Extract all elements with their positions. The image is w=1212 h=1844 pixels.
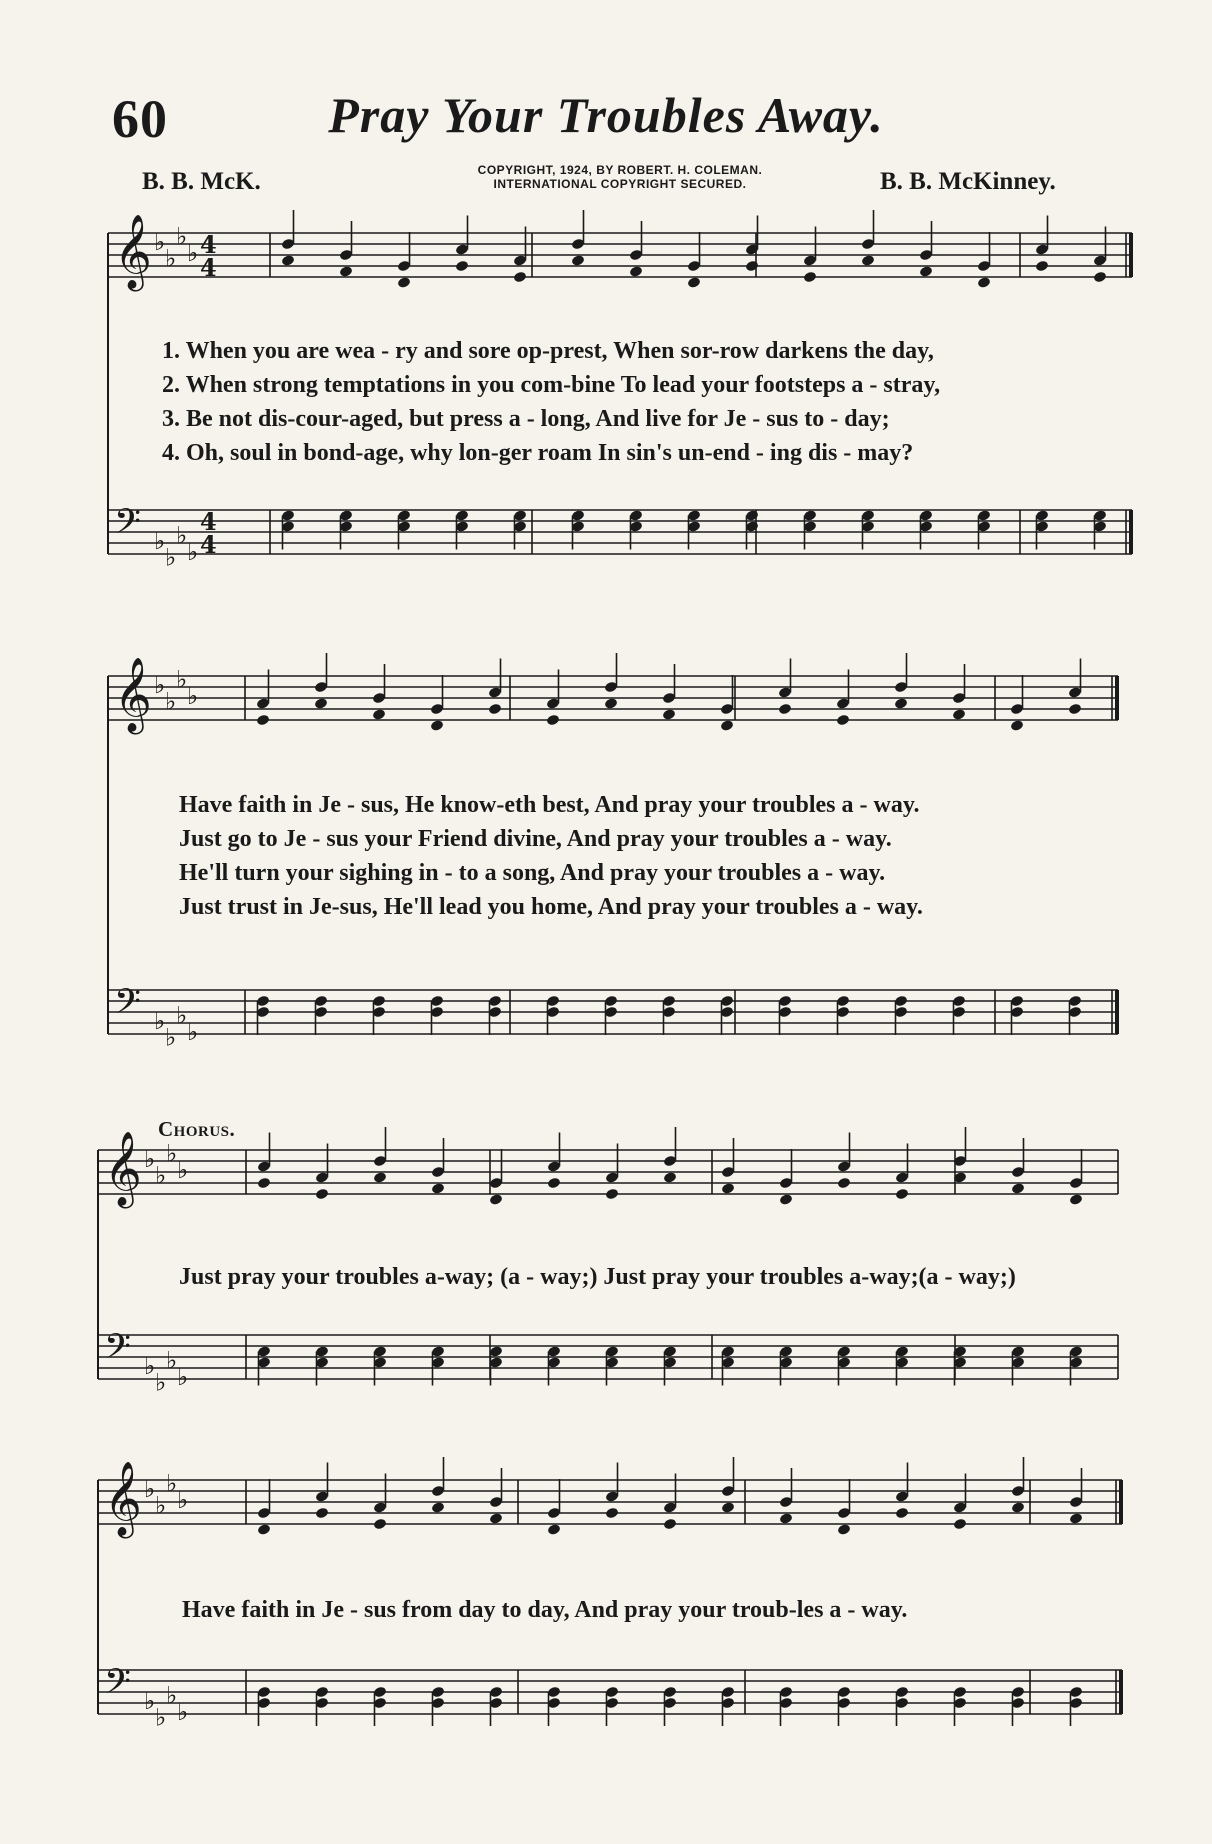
flat-icon: ♭ — [155, 1161, 167, 1190]
flat-icon: ♭ — [154, 228, 166, 256]
flat-icon: ♭ — [155, 1368, 167, 1397]
flat-icon: ♭ — [187, 239, 199, 267]
note-head — [431, 1501, 445, 1514]
note-head — [605, 1188, 619, 1201]
copyright-line: COPYRIGHT, 1924, BY ROBERT. H. COLEMAN. — [477, 163, 763, 177]
flat-icon: ♭ — [166, 1139, 178, 1168]
hymn-number: 60 — [112, 89, 168, 149]
note-head — [745, 260, 759, 273]
final-bar — [1119, 1670, 1123, 1714]
flat-icon: ♭ — [144, 1352, 156, 1380]
treble-clef-icon: 𝄞 — [114, 658, 152, 732]
verse-4-line-1: 4. Oh, soul in bond-age, why lon-ger roam In sin's un-end - ing dis - may? — [162, 440, 914, 466]
note-head — [1011, 1501, 1025, 1514]
time-signature: 4 — [200, 230, 217, 259]
note-head — [837, 1177, 851, 1190]
author-credit: B. B. McK. — [142, 168, 261, 195]
verse-2-line-2: Just go to Je - sus your Friend divine, And pray your troubles a - way. — [179, 826, 892, 852]
note-head — [803, 271, 817, 284]
flat-icon: ♭ — [177, 1156, 189, 1184]
chorus-label: Chorus. — [158, 1117, 236, 1141]
flat-icon: ♭ — [187, 538, 199, 566]
note-head — [778, 703, 792, 716]
time-signature: 4 — [200, 253, 217, 282]
flat-icon: ♭ — [155, 1703, 167, 1732]
note-head — [547, 1177, 561, 1190]
flat-icon: ♭ — [154, 1007, 166, 1035]
note-head — [919, 265, 933, 278]
verse-1-line-2: Have faith in Je - sus, He know-eth best, And pray your troubles a - way. — [179, 792, 920, 818]
treble-clef-icon: 𝄞 — [104, 1462, 142, 1536]
flat-icon: ♭ — [166, 1681, 178, 1710]
note-head — [687, 276, 701, 289]
note-head — [489, 1512, 503, 1525]
final-bar — [1129, 510, 1133, 554]
bass-clef-icon: 𝄢 — [114, 501, 142, 550]
flat-icon: ♭ — [177, 1486, 189, 1514]
note-head — [430, 719, 444, 732]
flat-icon: ♭ — [154, 527, 166, 555]
note-head — [894, 697, 908, 710]
note-head — [895, 1188, 909, 1201]
final-bar — [1129, 233, 1133, 277]
note-head — [546, 714, 560, 727]
note-head — [373, 1171, 387, 1184]
note-head — [339, 265, 353, 278]
flat-icon: ♭ — [165, 244, 177, 273]
final-bar — [1115, 676, 1119, 720]
verse-2-line-1: 2. When strong temptations in you com-bine To lead your footsteps a - stray, — [162, 372, 941, 398]
note-head — [1010, 719, 1024, 732]
note-head — [1069, 1193, 1083, 1206]
flat-icon: ♭ — [144, 1475, 156, 1503]
bass-clef-icon: 𝄢 — [104, 1326, 132, 1375]
note-head — [779, 1512, 793, 1525]
note-head — [604, 697, 618, 710]
verse-3-line-1: 3. Be not dis-cour-aged, but press a - long, And live for Je - sus to - day; — [162, 406, 890, 432]
flat-icon: ♭ — [177, 1698, 189, 1726]
note-head — [662, 708, 676, 721]
note-head — [547, 1523, 561, 1536]
note-head — [836, 714, 850, 727]
note-head — [513, 271, 527, 284]
note-head — [315, 1188, 329, 1201]
verse-4-line-2: Just trust in Je-sus, He'll lead you home, And pray your troubles a - way. — [179, 894, 923, 920]
flat-icon: ♭ — [144, 1145, 156, 1173]
flat-icon: ♭ — [154, 671, 166, 699]
flat-icon: ♭ — [166, 1469, 178, 1498]
note-head — [953, 1518, 967, 1531]
note-head — [952, 708, 966, 721]
note-head — [431, 1182, 445, 1195]
note-head — [1035, 260, 1049, 273]
note-head — [488, 703, 502, 716]
copyright-line: INTERNATIONAL COPYRIGHT SECURED. — [493, 177, 747, 191]
flat-icon: ♭ — [165, 687, 177, 716]
note-head — [663, 1518, 677, 1531]
composer-credit: B. B. McKinney. — [880, 168, 1056, 195]
note-head — [837, 1523, 851, 1536]
flat-icon: ♭ — [165, 1023, 177, 1052]
note-head — [605, 1507, 619, 1520]
final-bar — [1119, 1480, 1123, 1524]
note-head — [861, 254, 875, 267]
note-head — [397, 276, 411, 289]
flat-icon: ♭ — [187, 682, 199, 710]
note-head — [256, 714, 270, 727]
note-head — [372, 708, 386, 721]
note-head — [257, 1523, 271, 1536]
chorus-line-1: Just pray your troubles a-way; (a - way;) Just pray your troubles a-way;(a - way;) — [179, 1264, 1016, 1290]
note-head — [721, 1501, 735, 1514]
note-head — [1011, 1182, 1025, 1195]
note-head — [315, 1507, 329, 1520]
note-head — [571, 254, 585, 267]
note-head — [1093, 271, 1107, 284]
note-head — [455, 260, 469, 273]
note-head — [629, 265, 643, 278]
flat-icon: ♭ — [155, 1491, 167, 1520]
flat-icon: ♭ — [165, 543, 177, 572]
note-head — [257, 1177, 271, 1190]
flat-icon: ♭ — [187, 1018, 199, 1046]
note-head — [895, 1507, 909, 1520]
note-head — [977, 276, 991, 289]
note-head — [721, 1182, 735, 1195]
hymn-title: Pray Your Troubles Away. — [328, 87, 884, 143]
note-head — [281, 254, 295, 267]
flat-icon: ♭ — [176, 1001, 188, 1030]
bass-clef-icon: 𝄢 — [104, 1661, 132, 1710]
final-bar — [1115, 990, 1119, 1034]
note-head — [779, 1193, 793, 1206]
flat-icon: ♭ — [144, 1687, 156, 1715]
chorus-line-2: Have faith in Je - sus from day to day, And pray your troub-les a - way. — [182, 1597, 908, 1623]
treble-clef-icon: 𝄞 — [104, 1132, 142, 1206]
flat-icon: ♭ — [166, 1346, 178, 1375]
verse-3-line-2: He'll turn your sighing in - to a song, And pray your troubles a - way. — [179, 860, 886, 886]
bass-clef-icon: 𝄢 — [114, 981, 142, 1030]
time-signature: 4 — [200, 507, 217, 536]
flat-icon: ♭ — [176, 521, 188, 550]
flat-icon: ♭ — [176, 665, 188, 694]
note-head — [373, 1518, 387, 1531]
note-head — [720, 719, 734, 732]
treble-clef-icon: 𝄞 — [114, 215, 152, 289]
note-head — [1069, 1512, 1083, 1525]
note-head — [1068, 703, 1082, 716]
verse-1-line-1: 1. When you are wea - ry and sore op-prest, When sor-row darkens the day, — [162, 338, 934, 364]
note-head — [489, 1193, 503, 1206]
note-head — [314, 697, 328, 710]
time-signature: 4 — [200, 530, 217, 559]
flat-icon: ♭ — [177, 1363, 189, 1391]
flat-icon: ♭ — [176, 222, 188, 251]
note-head — [663, 1171, 677, 1184]
